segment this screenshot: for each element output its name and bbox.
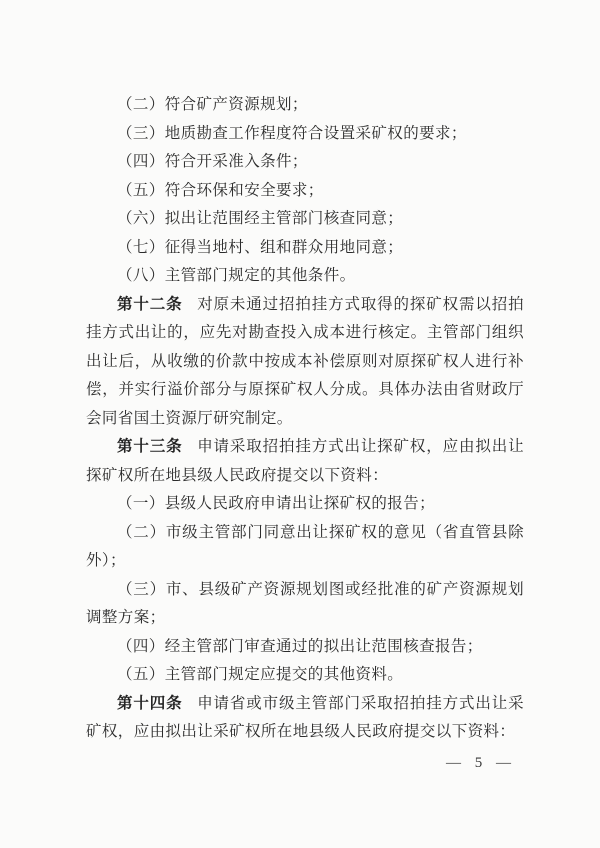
clause-item: （八）主管部门规定的其他条件。 [117, 267, 356, 284]
clause-item: （六）拟出让范围经主管部门核查同意； [117, 210, 404, 227]
article-paragraph [86, 291, 524, 434]
article-text: 对原未通过招拍挂方式取得的探矿权需以招拍挂方式出让的，应先对勘查投入成本进行核定。主管部门组织出让后，从收缴的价款中按成本补偿原则对原探矿权人进行补偿，并实行溢价部分与原探矿权人分成。具体办法由省财政厅会同省国土资源厅研究制定。 [86, 295, 524, 427]
clause-item: （三）地质勘查工作程度符合设置采矿权的要求； [117, 124, 467, 142]
article-number: 第十四条 [117, 694, 183, 712]
clause-item: （二）符合矿产资源规划； [117, 96, 308, 113]
clause-item: （三）市、县级矿产资源规划图或经批准的矿产资源规划调整方案； [86, 580, 524, 626]
article-paragraph [86, 433, 524, 490]
article-text: 申请省或市级主管部门采取招拍挂方式出让采矿权，应由拟出让采矿权所在地县级人民政府提交以下资料： [86, 694, 524, 740]
article-paragraph [86, 690, 524, 747]
article-number: 第十二条 [117, 295, 183, 313]
article-number: 第十三条 [117, 438, 183, 455]
document-body [86, 91, 524, 747]
clause-item: （四）符合开采准入条件； [117, 153, 308, 170]
clause-item: （二）市级主管部门同意出让探矿权的意见（省直管县除外）； [86, 523, 524, 569]
clause-item: （一）县级人民政府申请出让探矿权的报告； [117, 495, 436, 512]
clause-item: （四）经主管部门审查通过的拟出让范围核查报告； [117, 637, 483, 655]
clause-item: （七）征得当地村、组和群众用地同意； [117, 238, 404, 256]
article-text: 申请采取招拍挂方式出让探矿权，应由拟出让探矿权所在地县级人民政府提交以下资料： [86, 438, 524, 484]
clause-item: （五）主管部门规定应提交的其他资料。 [117, 666, 404, 683]
clause-item: （五）符合环保和安全要求； [117, 181, 324, 199]
page-number: — 5 — [446, 755, 513, 771]
